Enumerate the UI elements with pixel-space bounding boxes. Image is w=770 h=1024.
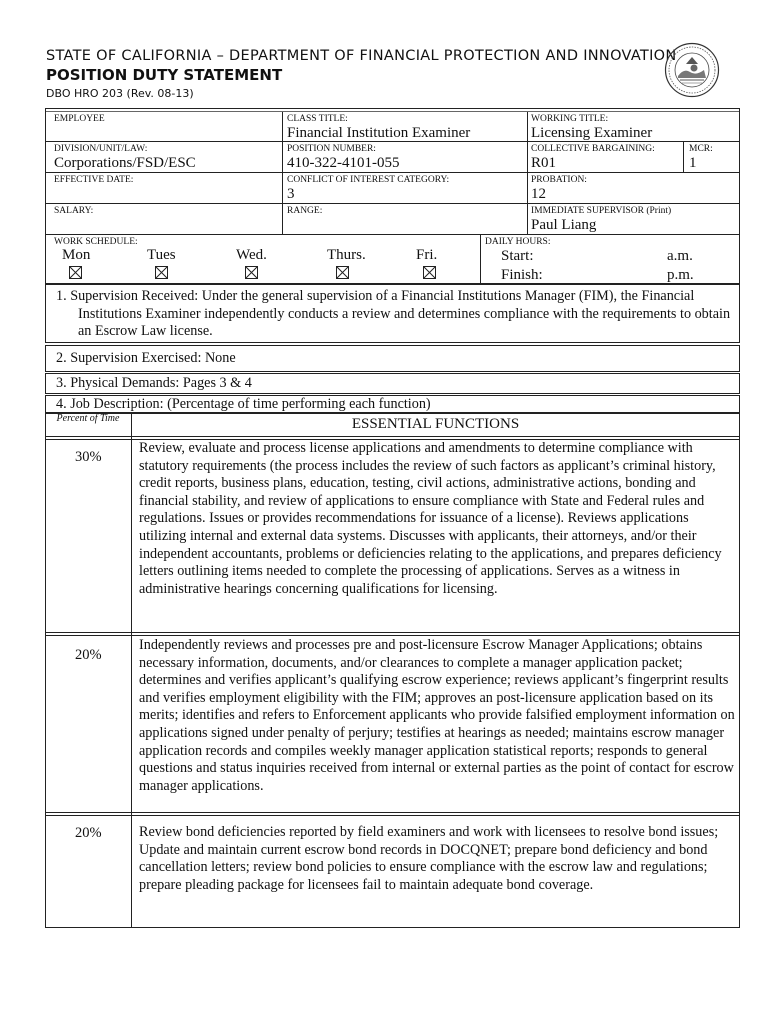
am-label: a.m. xyxy=(667,248,693,264)
probation-value[interactable]: 12 xyxy=(531,186,546,202)
job-description-text: 4. Job Description: (Percentage of time performing each function) xyxy=(56,396,431,412)
supervision-received-body: 1. Supervision Received: Under the general supervision of a Financial Institutions Manager (FIM), the Financial Institutions Examiner independently conducts a review and determines compliance with the requirements to obtain an Escrow Law license. xyxy=(56,288,731,340)
california-state-seal-icon xyxy=(664,42,720,98)
supervision-received-text xyxy=(56,288,738,341)
daily-hours-label: DAILY HOURS: xyxy=(485,237,551,247)
class-title-label: CLASS TITLE: xyxy=(287,114,348,124)
day-wed: Wed. xyxy=(236,247,267,263)
bargaining-label: COLLECTIVE BARGAINING: xyxy=(531,144,655,154)
start-label: Start: xyxy=(501,248,534,264)
division-value[interactable]: Corporations/FSD/ESC xyxy=(54,155,196,171)
mcr-value[interactable]: 1 xyxy=(689,155,697,171)
mon-checkbox-checked[interactable] xyxy=(69,266,82,279)
fri-checkbox-checked[interactable] xyxy=(423,266,436,279)
supervisor-label: IMMEDIATE SUPERVISOR (Print) xyxy=(531,206,672,216)
thurs-checkbox-checked[interactable] xyxy=(336,266,349,279)
row-2-function-text: Independently reviews and processes pre and post-licensure Escrow Manager Applications; obtains necessary information, documents, and/or clearances to complete a manager application packet; determines and verifies applicant’s qualifying escrow experience; reviews applicant’s fingerprint results and verifies employment eligibility with the FIM; approves an post-licensure application based on its merits; identifies and refers to Enforcement applicants who provide falsified employment information on applications signed under penalty of perjury; testifies at hearings as needed; maintains escrow manager application records and compiles weekly manager application statistical reports; responds to general questions and status inquiries received from internal or external parties as the point of contact for escrow manager applications. xyxy=(139,637,735,794)
conflict-category-label: CONFLICT OF INTEREST CATEGORY: xyxy=(287,175,450,185)
bargaining-value[interactable]: R01 xyxy=(531,155,557,171)
row-1-percent: 30% xyxy=(75,449,102,465)
day-fri: Fri. xyxy=(416,247,438,263)
effective-date-label: EFFECTIVE DATE: xyxy=(54,175,134,185)
document-title: POSITION DUTY STATEMENT xyxy=(46,66,283,84)
row-2-percent: 20% xyxy=(75,647,102,663)
supervisor-value[interactable]: Paul Liang xyxy=(531,217,597,233)
row-3-percent: 20% xyxy=(75,825,102,841)
pm-label: p.m. xyxy=(667,267,694,283)
division-label: DIVISION/UNIT/LAW: xyxy=(54,144,148,154)
work-schedule-label: WORK SCHEDULE: xyxy=(54,237,138,247)
tues-checkbox-checked[interactable] xyxy=(155,266,168,279)
class-title-value[interactable]: Financial Institution Examiner xyxy=(287,125,471,141)
working-title-value[interactable]: Licensing Examiner xyxy=(531,125,653,141)
salary-label: SALARY: xyxy=(54,206,94,216)
mcr-label: MCR: xyxy=(689,144,713,154)
row-3-function-text: Review bond deficiencies reported by field examiners and work with licensees to resolve bond issues; Update and maintain current escrow bond records in DOCQNET; prepare bond deficiency and bond cancellation letters; review bond policies to ensure compliance with the escrow law and regulations; prepare pleading package for licensees fail to maintain adequate bond coverage. xyxy=(139,824,719,893)
form-id: DBO HRO 203 (Rev. 08-13) xyxy=(46,87,194,100)
agency-heading: STATE OF CALIFORNIA – DEPARTMENT OF FINANCIAL PROTECTION AND INNOVATION xyxy=(46,48,677,64)
finish-label: Finish: xyxy=(501,267,543,283)
working-title-label: WORKING TITLE: xyxy=(531,114,609,124)
position-number-label: POSITION NUMBER: xyxy=(287,144,376,154)
day-mon: Mon xyxy=(62,247,91,263)
position-number-value[interactable]: 410-322-4101-055 xyxy=(287,155,400,171)
physical-demands-text: 3. Physical Demands: Pages 3 & 4 xyxy=(56,375,252,391)
essential-functions-header: ESSENTIAL FUNCTIONS xyxy=(351,416,520,432)
range-label: RANGE: xyxy=(287,206,323,216)
day-thurs: Thurs. xyxy=(327,247,366,263)
percent-time-header: Percent of Time xyxy=(56,413,120,424)
day-tues: Tues xyxy=(147,247,176,263)
probation-label: PROBATION: xyxy=(531,175,587,185)
wed-checkbox-checked[interactable] xyxy=(245,266,258,279)
employee-label: EMPLOYEE xyxy=(54,114,105,124)
row-1-function-text: Review, evaluate and process license applications and amendments to determine compliance with statutory requirements (the process includes the review of such factors as applicant’s criminal history, credit reports, business plans, education, testing, civil actions, administrative actions, bonding and financial stability, and review of applications to ensure compliance with State and Federal rules and regulations. Issues or provides recommendations for issuance of a license). Reviews applications utilizing internal and external data systems. Discusses with applicants, their attorneys, and/or their independent accountants, problems or deficiencies relating to the applications, and prepares deficiency letters outlining items needed to complete the processing of applications. Serves as a witness in administrative hearings concerning qualifications for licensing. xyxy=(139,440,722,597)
supervision-exercised-text: 2. Supervision Exercised: None xyxy=(56,350,236,366)
conflict-category-value[interactable]: 3 xyxy=(287,186,295,202)
